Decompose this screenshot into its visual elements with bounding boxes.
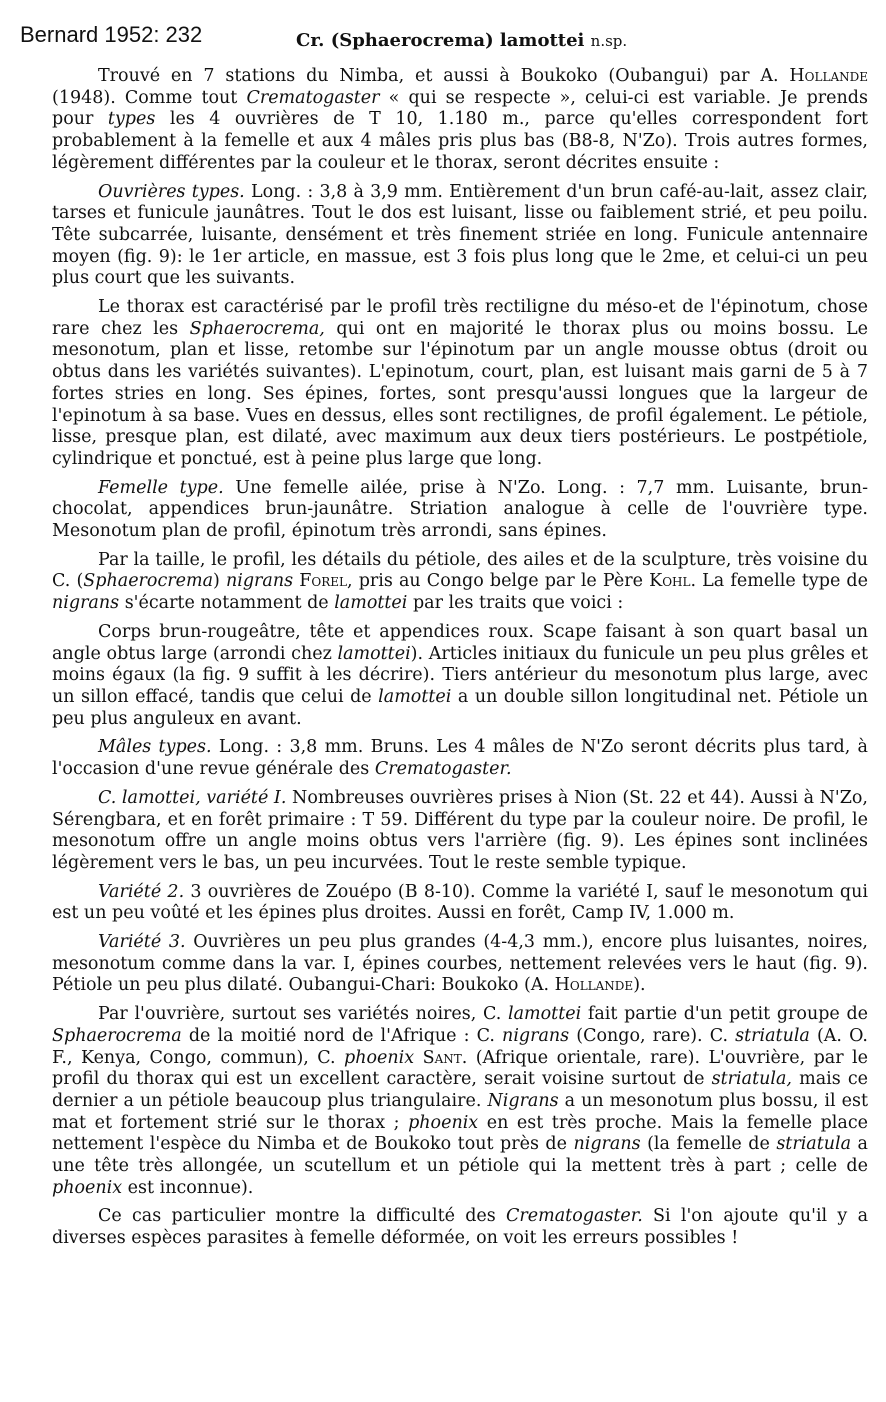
text-run: . (Afrique orientale, rare). L'ouvrière, par le profil du thorax qui est un excellent caractère, serait voisine surtout de [52,1047,868,1090]
italic-text: phoenix [52,1177,123,1198]
paragraph [52,1206,868,1249]
text-run: a une tête très allongée, un scutellum et un pétiole qui la mettent très à part ; celle de [52,1134,868,1177]
italic-text: Nigrans [487,1090,559,1111]
italic-text: Mâles types. [98,737,212,758]
italic-text: types [107,109,156,130]
text-run: (Congo, rare). C. [569,1025,736,1046]
text-run: « qui se respecte », celui-ci est variable. Je prends pour [52,87,868,130]
text-run: Si l'on ajoute qu'il y a diverses espèces parasites à femelle déformée, on voit les erreurs possibles ! [52,1206,868,1249]
title-species: lamottei [499,30,585,51]
italic-text: lamottei [334,593,408,614]
text-run: a un mesonotum plus bossu, il est mat et fortement strié sur le thorax ; [52,1090,868,1133]
text-run: les 4 ouvrières de T 10, 1.180 m., parce qu'elles correspondent fort probablement à la femelle et aux 4 mâles pris plus bas (B8-8, N'Zo). Trois autres formes, légèrement différentes par la couleur et le thorax, seront décrites ensuite : [52,109,868,173]
italic-text: lamottei [337,643,411,664]
italic-text: Ouvrières types. [98,181,245,202]
text-run: Corps brun-rougeâtre, tête et appendices roux. Scape faisant à son quart basal un angle obtus large (arrondi chez [52,621,868,664]
paragraph [52,788,868,875]
text-run: . La femelle type de [690,571,868,592]
text-run: Par la taille, le profil, les détails du pétiole, des ailes et de la sculpture, très voisine du C. ( [52,549,868,592]
paragraph [52,478,868,543]
text-run: fait partie d'un petit groupe de [581,1004,869,1025]
text-run: Par l'ouvrière, surtout ses variétés noires, C. [98,1004,508,1025]
paragraph [52,622,868,731]
title-genus: Cr. (Sphaerocrema) [296,30,494,51]
italic-text: Crematogaster [246,87,380,108]
italic-text: nigrans [225,571,294,592]
text-run: Long. : 3,8 mm. Bruns. Les 4 mâles de N'Zo seront décrits plus tard, à l'occasion d'une revue générale des [52,737,868,780]
text-run: Long. : 3,8 à 3,9 mm. Entièrement d'un brun café-au-lait, assez clair, tarses et funicule jaunâtres. Tout le dos est luisant, lisse ou faiblement strié, et peu poilu. Tête subcarrée, luisante, densément et très finement striée en long. Funicule antennaire moyen (fig. 9): le 1er article, en massue, est 3 fois plus long que le 2me, et celui-ci un peu plus court que les suivants. [52,181,868,289]
italic-text: C. lamottei, variété I. [98,787,287,808]
text-run: est inconnue). [122,1177,254,1198]
paragraph [52,1004,868,1199]
text-run: s'écarte notamment de [119,593,335,614]
text-run: qui ont en majorité le thorax plus ou moins bossu. Le mesonotum, plan et lisse, retombe sur l'épinotum par un angle mousse obtus (droit ou obtus dans les variétés suivantes). L'epinotum, court, plan, est luisant mais garni de 5 à 7 fortes stries en long. Ses épines, fortes, sont presqu'aussi longues que la largeur de l'epinotum à sa base. Vues en dessus, elles sont rectilignes, de profil également. Le pétiole, lisse, presque plan, est dilaté, avec maximum aux deux tiers postérieurs. Le postpétiole, cylindrique et ponctué, est à peine plus large que long. [52,318,869,469]
italic-text: Crematogaster. [374,759,512,780]
text-run: Ouvrières un peu plus grandes (4-4,3 mm.), encore plus luisantes, noires, mesonotum comme dans la var. I, épines courbes, nettement relevées vers le haut (fig. 9). Pétiole un peu plus dilaté. Oubangui-Chari: Boukoko (A. [52,932,868,996]
italic-text: Sphaerocrema [83,571,214,592]
italic-text: Variété 2. [98,881,185,902]
paragraph [52,66,868,175]
italic-text: lamottei [508,1004,582,1025]
author-name: Sant [422,1047,462,1068]
text-run: Trouvé en 7 stations du Nimba, et aussi à Boukoko (Oubangui) par A. [98,66,790,86]
author-name: Hollande [554,975,634,996]
paragraph [52,297,868,471]
italic-text: Variété 3. [98,932,186,953]
italic-text: Crematogaster. [506,1206,643,1227]
italic-text: striatula [776,1134,852,1155]
italic-text: Sphaerocrema, [189,318,325,339]
text-run: (1948). Comme tout [52,87,247,108]
text-run: Nombreuses ouvrières prises à Nion (St. 22 et 44). Aussi à N'Zo, Sérengbara, et en forêt primaire : T 59. Différent du type par la couleur noire. De profil, le mesonotum offre un angle moins obtus vers l'arrière (fig. 9). Les épines sont inclinées légèrement vers le bas, un peu incurvées. Tout le reste semble typique. [52,787,868,873]
italic-text: phoenix [344,1047,415,1068]
species-title [296,30,627,51]
text-run: a un double sillon longitudinal net. Pétiole un peu plus anguleux en avant. [52,686,868,729]
text-run: Une femelle ailée, prise à N'Zo. Long. : 7,7 mm. Luisante, brun-chocolat, appendices brun-jaunâtre. Striation analogue à celle de l'ouvrière type. Mesonotum plan de profil, épinotum très arrondi, sans épines. [52,477,868,542]
text-run: de la moitié nord de l'Afrique : C. [181,1025,503,1046]
italic-text: phoenix [408,1112,479,1133]
body-text [52,66,868,1257]
italic-text: nigrans [52,593,120,614]
text-run: 3 ouvrières de Zouépo (B 8-10). Comme la variété I, sauf le mesonotum qui est un peu voûté et les épines plus droites. Aussi en forêt, Camp IV, 1.000 m. [52,881,868,924]
italic-text: striatula [735,1025,810,1046]
italic-text: Femelle type. [98,477,224,498]
author-name: Hollande [789,66,868,86]
italic-text: nigrans [502,1025,570,1046]
text-run: (la femelle de [640,1134,777,1155]
text-run [414,1048,422,1068]
paragraph [52,737,868,780]
paragraph [52,932,868,997]
text-run: mais ce dernier a un pétiole beaucoup plus triangulaire. [52,1069,869,1111]
paragraph [52,882,868,925]
author-name: Kohl [649,571,691,592]
paragraph [52,182,868,291]
citation-label: Bernard 1952: 232 [20,22,203,47]
italic-text: striatula, [711,1069,792,1090]
author-name: Forel [299,571,347,592]
italic-text: Sphaerocrema [52,1025,182,1046]
text-run: ). Articles initiaux du funicule un peu plus grêles et moins égaux (la fig. 9 suffit à les décrire). Tiers antérieur du mesonotum plus large, avec un sillon effacé, tandis que celui de [52,643,868,707]
text-run: Ce cas particulier montre la difficulté des [98,1206,507,1227]
text-run: ). [633,975,646,996]
italic-text: lamottei [378,686,452,707]
text-run: par les traits que voici : [407,593,624,614]
paragraph [52,550,868,615]
text-run: (A. O. F., Kenya, Congo, commun), C. [52,1025,868,1068]
text-run: , pris au Congo belge par le Père [347,571,650,592]
text-run: ) [213,571,226,592]
title-status: n.sp. [590,32,628,50]
text-run: Le thorax est caractérisé par le profil très rectiligne du méso-et de l'épinotum, chose rare chez les [52,297,868,339]
text-run: en est très proche. Mais la femelle place nettement l'espèce du Nimba et de Boukoko tout près de [52,1112,868,1155]
italic-text: nigrans [573,1134,641,1155]
